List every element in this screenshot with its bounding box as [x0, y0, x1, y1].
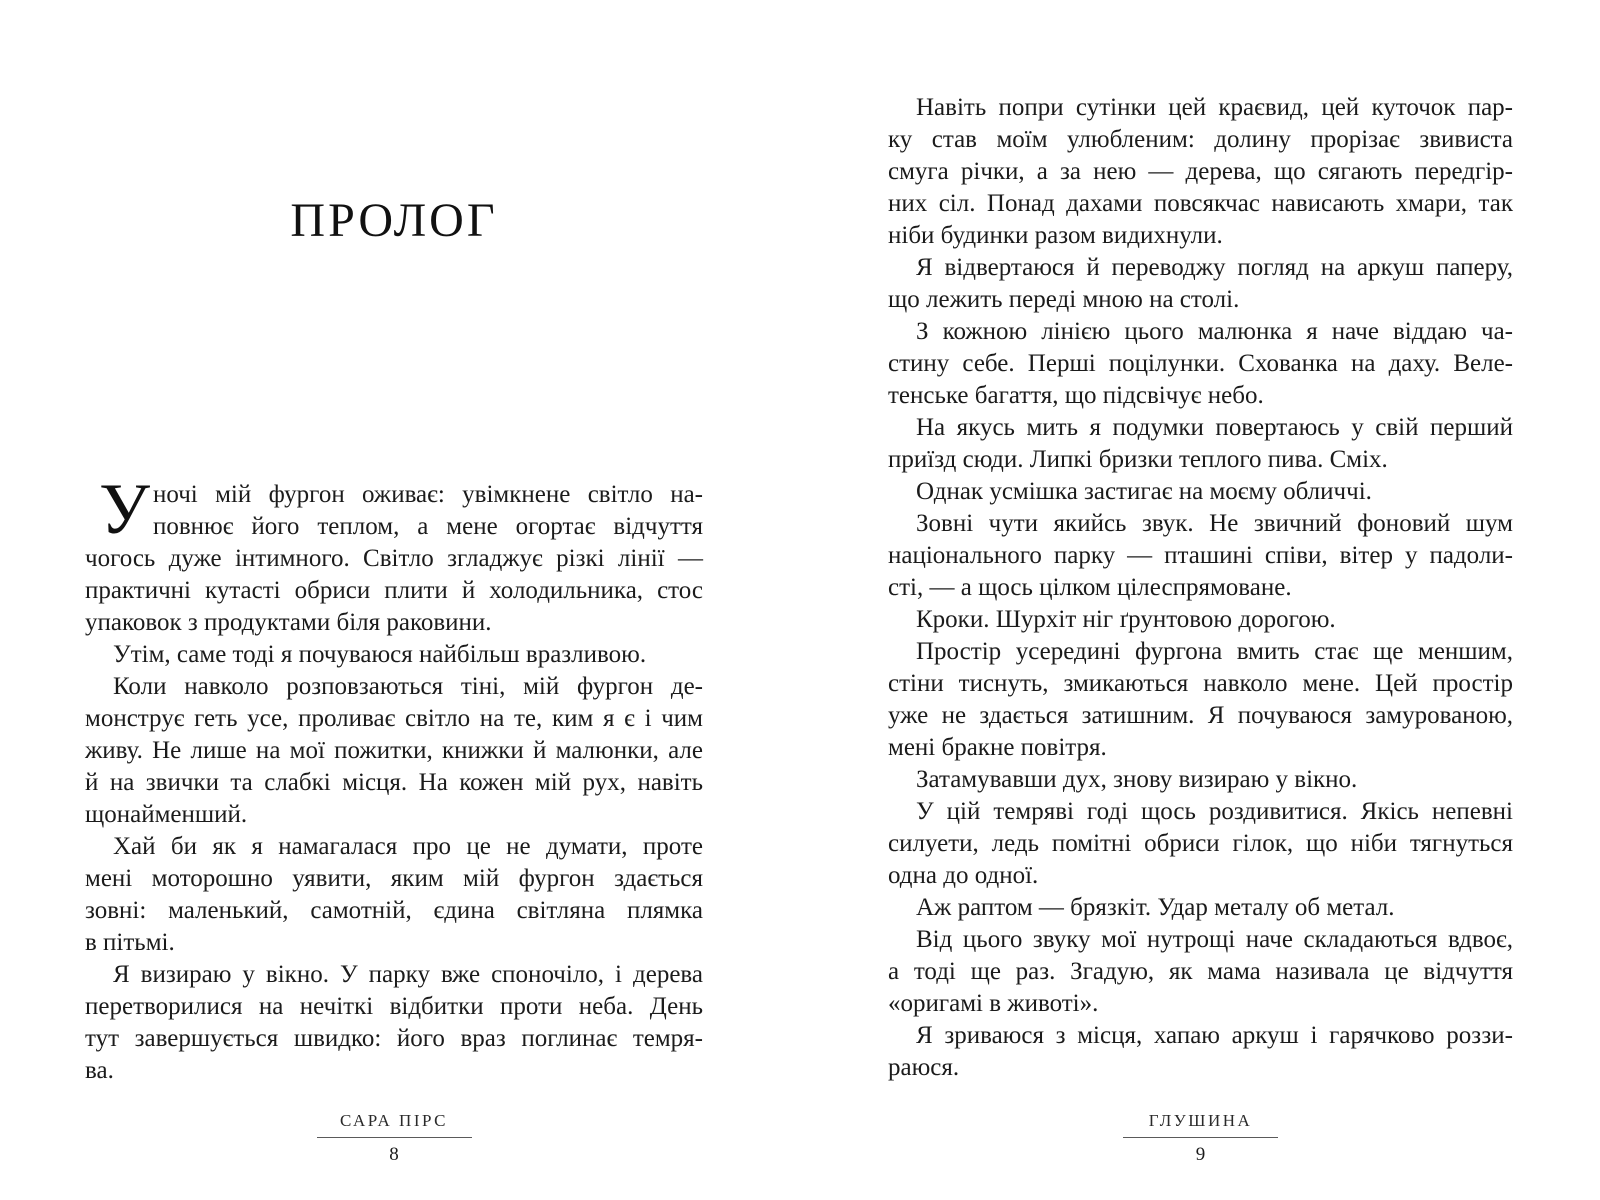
right-page-body [888, 92, 1513, 1084]
footer-rule [1123, 1137, 1278, 1138]
paragraph [85, 469, 703, 639]
body-line: Від цього звуку мої нутрощі наче складаються вдвоє, [916, 926, 1513, 953]
paragraph [85, 671, 703, 831]
body-line: практичні кутасті обриси плити й холодильника, стос [85, 577, 703, 604]
paragraph [888, 796, 1513, 892]
body-line: ніби будинки разом видихнули. [888, 222, 1223, 249]
body-line: смуга річки, а за нею — дерева, що сягають передгір- [888, 158, 1513, 185]
left-page-footer [85, 1110, 703, 1166]
body-line: сті, — а щось цілком цілеспрямоване. [888, 574, 1292, 601]
body-line: тут завершується швидко: його враз поглинає темря- [85, 1025, 703, 1052]
body-line: Коли навколо розповзаються тіні, мій фургон де- [113, 673, 703, 700]
body-line: ку став моїм улюбленим: долину прорізає звивиста [888, 126, 1513, 153]
body-line: Зовні чути якийсь звук. Не звичний фоновий шум [916, 510, 1513, 537]
body-line: а тоді ще раз. Згадую, як мама називала це відчуття [888, 958, 1513, 985]
paragraph [888, 508, 1513, 604]
body-line: З кожною лінією цього малюнка я наче віддаю ча- [916, 318, 1513, 345]
paragraph [888, 604, 1513, 636]
body-line: мені бракне повітря. [888, 734, 1107, 761]
body-line: мені моторошно уявити, яким мій фургон здається [85, 865, 703, 892]
body-line: Кроки. Шурхіт ніг ґрунтовою дорогою. [916, 606, 1336, 633]
body-line: національного парку — пташині співи, вітер у падоли- [888, 542, 1513, 569]
paragraph [888, 252, 1513, 316]
body-line: упаковок з продуктами біля раковини. [85, 609, 492, 636]
drop-cap: У [99, 469, 150, 549]
body-line: Затамувавши дух, знову визираю у вікно. [916, 766, 1358, 793]
body-line: повнює його теплом, а мене огортає відчуття [153, 513, 703, 540]
body-line: Я визираю у вікно. У парку вже споночіло, і дерева [113, 961, 703, 988]
paragraph [85, 959, 703, 1087]
paragraph [888, 476, 1513, 508]
body-line: перетворилися на нечіткі відбитки проти неба. День [85, 993, 703, 1020]
running-title: САРА ПІРС [339, 1111, 448, 1130]
body-line: Навіть попри сутінки цей краєвид, цей куточок пар- [916, 94, 1513, 121]
left-page-body [85, 469, 703, 1087]
body-line: Однак усмішка застигає на моєму обличчі. [916, 478, 1372, 505]
body-line: них сіл. Понад дахами повсякчас нависають хмари, так [888, 190, 1513, 217]
book-page-left [85, 0, 703, 1200]
body-line: Хай би як я намагалася про це не думати, проте [113, 833, 703, 860]
paragraph [888, 316, 1513, 412]
body-line: одна до одної. [888, 862, 1039, 889]
body-line: силуети, ледь помітні обриси гілок, що ніби тягнуться [888, 830, 1513, 857]
paragraph [888, 892, 1513, 924]
paragraph [888, 924, 1513, 1020]
paragraph [888, 764, 1513, 796]
body-line: «оригамі в животі». [888, 990, 1099, 1017]
body-line: зовні: маленький, самотній, єдина світляна плямка [85, 897, 703, 924]
right-page-footer [888, 1110, 1513, 1166]
paragraph [888, 1020, 1513, 1084]
body-line: в пітьмі. [85, 929, 175, 956]
paragraph [888, 636, 1513, 764]
page-number: 9 [1195, 1144, 1206, 1165]
body-line: приїзд сюди. Липкі бризки теплого пива. Сміх. [888, 446, 1388, 473]
body-line: ва. [85, 1057, 114, 1084]
body-line: На якусь мить я подумки повертаюсь у свій перший [916, 414, 1513, 441]
paragraph [85, 639, 703, 671]
body-line: Простір усередині фургона вмить стає ще меншим, [916, 638, 1513, 665]
body-line: уже не здається затишним. Я почуваюся замурованою, [888, 702, 1513, 729]
book-page-right [888, 0, 1513, 1200]
body-line: У цій темряві годі щось роздивитися. Якісь непевні [916, 798, 1513, 825]
body-line: монструє геть усе, проливає світло на те, ким я є і чим [85, 705, 703, 732]
body-line: Я зриваюся з місця, хапаю аркуш і гарячково роззи- [916, 1022, 1513, 1049]
body-line: чогось дуже інтимного. Світло згладжує різкі лінії — [85, 545, 703, 572]
running-title: ГЛУШИНА [1148, 1111, 1253, 1130]
body-line: раюся. [888, 1054, 960, 1081]
paragraph [85, 831, 703, 959]
paragraph [888, 412, 1513, 476]
body-line: тенське багаття, що підсвічує небо. [888, 382, 1264, 409]
page-number: 8 [389, 1144, 399, 1165]
body-line: стину себе. Перші поцілунки. Схованка на даху. Веле- [888, 350, 1513, 377]
body-line: живу. Не лише на мої пожитки, книжки й малюнки, але [85, 737, 703, 764]
paragraph [888, 92, 1513, 252]
body-line: Утім, саме тоді я почуваюся найбільш вразливою. [113, 641, 647, 668]
footer-rule [317, 1137, 472, 1138]
body-line: Я відвертаюся й переводжу погляд на аркуш паперу, [916, 254, 1513, 281]
body-line: що лежить переді мною на столі. [888, 286, 1240, 313]
body-line: щонайменший. [85, 801, 248, 828]
chapter-heading: ПРОЛОГ [290, 194, 498, 247]
body-line: ночі мій фургон оживає: увімкнене світло на- [153, 481, 703, 508]
body-line: стіни тиснуть, змикаються навколо мене. Цей простір [888, 670, 1513, 697]
body-line: й на звички та слабкі місця. На кожен мій рух, навіть [85, 769, 703, 796]
body-line: Аж раптом — брязкіт. Удар металу об метал. [916, 894, 1395, 921]
